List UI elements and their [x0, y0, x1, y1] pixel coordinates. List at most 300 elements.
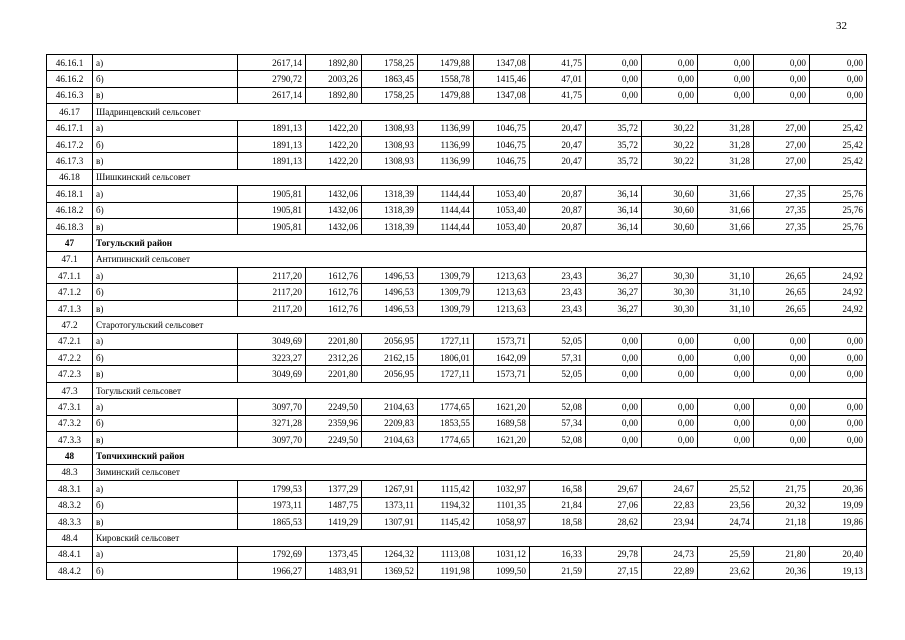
- value-cell: 2104,63: [362, 399, 418, 415]
- value-cell: 1422,20: [306, 120, 362, 136]
- value-cell: 1612,76: [306, 300, 362, 316]
- value-cell: 1347,08: [474, 55, 530, 71]
- value-cell: 1053,40: [474, 218, 530, 234]
- value-cell: 20,32: [754, 497, 810, 513]
- value-cell: 0,00: [810, 415, 867, 431]
- value-cell: 1422,20: [306, 153, 362, 169]
- table-row: [47, 55, 867, 71]
- value-cell: 24,67: [642, 481, 698, 497]
- value-cell: 1308,93: [362, 120, 418, 136]
- value-cell: 0,00: [810, 71, 867, 87]
- row-code: 48: [47, 448, 93, 464]
- row-code: 47.2.2: [47, 350, 93, 366]
- value-cell: 0,00: [754, 366, 810, 382]
- value-cell: 2117,20: [238, 284, 306, 300]
- value-cell: 29,78: [586, 546, 642, 562]
- value-cell: 0,00: [810, 350, 867, 366]
- value-cell: 1046,75: [474, 136, 530, 152]
- value-cell: 0,00: [698, 55, 754, 71]
- value-cell: 1621,20: [474, 399, 530, 415]
- row-code: 46.18: [47, 169, 93, 185]
- value-cell: 23,56: [698, 497, 754, 513]
- value-cell: 0,00: [642, 71, 698, 87]
- value-cell: 1479,88: [418, 55, 474, 71]
- section-title: Зиминский сельсовет: [93, 464, 867, 480]
- row-label: в): [93, 218, 238, 234]
- row-code: 48.4: [47, 530, 93, 546]
- value-cell: 1136,99: [418, 136, 474, 152]
- row-label: б): [93, 136, 238, 152]
- row-label: б): [93, 202, 238, 218]
- value-cell: 1373,11: [362, 497, 418, 513]
- value-cell: 1144,44: [418, 218, 474, 234]
- row-code: 47.3.1: [47, 399, 93, 415]
- row-label: а): [93, 55, 238, 71]
- value-cell: 1309,79: [418, 300, 474, 316]
- value-cell: 3097,70: [238, 399, 306, 415]
- value-cell: 20,36: [810, 481, 867, 497]
- row-label: а): [93, 399, 238, 415]
- row-label: а): [93, 120, 238, 136]
- row-code: 48.3.2: [47, 497, 93, 513]
- value-cell: 1031,12: [474, 546, 530, 562]
- value-cell: 0,00: [586, 55, 642, 71]
- value-cell: 0,00: [642, 366, 698, 382]
- value-cell: 23,43: [530, 268, 586, 284]
- value-cell: 25,42: [810, 153, 867, 169]
- value-cell: 0,00: [754, 55, 810, 71]
- value-cell: 57,31: [530, 350, 586, 366]
- value-cell: 23,43: [530, 300, 586, 316]
- value-cell: 57,34: [530, 415, 586, 431]
- value-cell: 1264,32: [362, 546, 418, 562]
- value-cell: 27,00: [754, 120, 810, 136]
- value-cell: 23,62: [698, 563, 754, 579]
- value-cell: 0,00: [698, 71, 754, 87]
- value-cell: 1213,63: [474, 300, 530, 316]
- value-cell: 1144,44: [418, 202, 474, 218]
- table-row: [47, 300, 867, 316]
- value-cell: 30,30: [642, 268, 698, 284]
- row-label: в): [93, 513, 238, 529]
- value-cell: 0,00: [698, 431, 754, 447]
- row-label: б): [93, 563, 238, 579]
- value-cell: 18,58: [530, 513, 586, 529]
- row-code: 46.17.3: [47, 153, 93, 169]
- table-row: [47, 87, 867, 103]
- value-cell: 20,87: [530, 186, 586, 202]
- value-cell: 1496,53: [362, 268, 418, 284]
- row-code: 46.17.2: [47, 136, 93, 152]
- value-cell: 1136,99: [418, 120, 474, 136]
- table-row: [47, 284, 867, 300]
- value-cell: 35,72: [586, 153, 642, 169]
- value-cell: 1318,39: [362, 186, 418, 202]
- value-cell: 35,72: [586, 120, 642, 136]
- value-cell: 0,00: [754, 71, 810, 87]
- section-row: [47, 169, 867, 185]
- value-cell: 1905,81: [238, 202, 306, 218]
- row-code: 47.3.3: [47, 431, 93, 447]
- value-cell: 27,35: [754, 186, 810, 202]
- value-cell: 0,00: [698, 399, 754, 415]
- row-label: б): [93, 350, 238, 366]
- value-cell: 1905,81: [238, 186, 306, 202]
- row-code: 48.3.3: [47, 513, 93, 529]
- value-cell: 1479,88: [418, 87, 474, 103]
- value-cell: 0,00: [586, 350, 642, 366]
- value-cell: 31,28: [698, 136, 754, 152]
- table-row: [47, 71, 867, 87]
- value-cell: 0,00: [642, 415, 698, 431]
- value-cell: 1136,99: [418, 153, 474, 169]
- row-code: 46.16.2: [47, 71, 93, 87]
- row-code: 47.1: [47, 251, 93, 267]
- value-cell: 25,76: [810, 218, 867, 234]
- value-cell: 2104,63: [362, 431, 418, 447]
- value-cell: 0,00: [754, 87, 810, 103]
- value-cell: 0,00: [810, 431, 867, 447]
- value-cell: 0,00: [698, 350, 754, 366]
- row-code: 46.17: [47, 104, 93, 120]
- value-cell: 0,00: [754, 350, 810, 366]
- row-label: б): [93, 415, 238, 431]
- value-cell: 23,43: [530, 284, 586, 300]
- value-cell: 21,84: [530, 497, 586, 513]
- row-code: 47.1.3: [47, 300, 93, 316]
- value-cell: 2249,50: [306, 399, 362, 415]
- value-cell: 20,87: [530, 218, 586, 234]
- value-cell: 1419,29: [306, 513, 362, 529]
- value-cell: 1432,06: [306, 186, 362, 202]
- value-cell: 30,60: [642, 186, 698, 202]
- value-cell: 31,66: [698, 186, 754, 202]
- value-cell: 0,00: [642, 333, 698, 349]
- table-row: [47, 563, 867, 579]
- table-row: [47, 513, 867, 529]
- value-cell: 0,00: [698, 333, 754, 349]
- value-cell: 0,00: [810, 399, 867, 415]
- value-cell: 30,22: [642, 136, 698, 152]
- value-cell: 1689,58: [474, 415, 530, 431]
- value-cell: 30,60: [642, 218, 698, 234]
- value-cell: 1891,13: [238, 136, 306, 152]
- row-code: 47.2.3: [47, 366, 93, 382]
- value-cell: 1347,08: [474, 87, 530, 103]
- table-row: [47, 268, 867, 284]
- value-cell: 25,59: [698, 546, 754, 562]
- value-cell: 27,35: [754, 218, 810, 234]
- value-cell: 1213,63: [474, 268, 530, 284]
- value-cell: 23,94: [642, 513, 698, 529]
- value-cell: 31,66: [698, 202, 754, 218]
- section-title: Кировский сельсовет: [93, 530, 867, 546]
- value-cell: 25,52: [698, 481, 754, 497]
- value-cell: 24,73: [642, 546, 698, 562]
- row-label: а): [93, 268, 238, 284]
- value-cell: 1905,81: [238, 218, 306, 234]
- value-cell: 30,60: [642, 202, 698, 218]
- value-cell: 2003,26: [306, 71, 362, 87]
- value-cell: 19,86: [810, 513, 867, 529]
- value-cell: 1806,01: [418, 350, 474, 366]
- value-cell: 1194,32: [418, 497, 474, 513]
- value-cell: 1415,46: [474, 71, 530, 87]
- table-row: [47, 431, 867, 447]
- value-cell: 24,92: [810, 284, 867, 300]
- value-cell: 0,00: [642, 350, 698, 366]
- tariff-table: [46, 54, 867, 580]
- row-code: 46.16.1: [47, 55, 93, 71]
- section-row: [47, 448, 867, 464]
- value-cell: 1865,53: [238, 513, 306, 529]
- value-cell: 29,67: [586, 481, 642, 497]
- table-row: [47, 186, 867, 202]
- value-cell: 1483,91: [306, 563, 362, 579]
- row-label: а): [93, 481, 238, 497]
- value-cell: 26,65: [754, 284, 810, 300]
- value-cell: 1144,44: [418, 186, 474, 202]
- value-cell: 19,13: [810, 563, 867, 579]
- value-cell: 1318,39: [362, 202, 418, 218]
- value-cell: 1373,45: [306, 546, 362, 562]
- value-cell: 36,14: [586, 202, 642, 218]
- value-cell: 28,62: [586, 513, 642, 529]
- value-cell: 2056,95: [362, 366, 418, 382]
- value-cell: 20,36: [754, 563, 810, 579]
- table-row: [47, 153, 867, 169]
- row-code: 46.16.3: [47, 87, 93, 103]
- value-cell: 22,89: [642, 563, 698, 579]
- value-cell: 27,15: [586, 563, 642, 579]
- value-cell: 1053,40: [474, 186, 530, 202]
- value-cell: 1318,39: [362, 218, 418, 234]
- value-cell: 36,27: [586, 268, 642, 284]
- value-cell: 0,00: [642, 399, 698, 415]
- value-cell: 0,00: [642, 87, 698, 103]
- row-label: а): [93, 186, 238, 202]
- value-cell: 20,87: [530, 202, 586, 218]
- section-row: [47, 251, 867, 267]
- value-cell: 20,47: [530, 153, 586, 169]
- value-cell: 41,75: [530, 55, 586, 71]
- value-cell: 16,33: [530, 546, 586, 562]
- row-code: 46.18.1: [47, 186, 93, 202]
- value-cell: 3049,69: [238, 333, 306, 349]
- table-row: [47, 399, 867, 415]
- value-cell: 1774,65: [418, 431, 474, 447]
- value-cell: 0,00: [586, 415, 642, 431]
- value-cell: 20,47: [530, 136, 586, 152]
- value-cell: 1113,08: [418, 546, 474, 562]
- value-cell: 1774,65: [418, 399, 474, 415]
- value-cell: 2617,14: [238, 87, 306, 103]
- value-cell: 27,06: [586, 497, 642, 513]
- value-cell: 20,40: [810, 546, 867, 562]
- value-cell: 0,00: [810, 333, 867, 349]
- row-label: а): [93, 546, 238, 562]
- value-cell: 0,00: [754, 399, 810, 415]
- value-cell: 0,00: [698, 366, 754, 382]
- row-code: 47: [47, 235, 93, 251]
- row-code: 48.4.2: [47, 563, 93, 579]
- row-code: 46.17.1: [47, 120, 93, 136]
- row-code: 47.3: [47, 382, 93, 398]
- table-row: [47, 202, 867, 218]
- value-cell: 21,80: [754, 546, 810, 562]
- value-cell: 0,00: [810, 87, 867, 103]
- value-cell: 31,10: [698, 284, 754, 300]
- value-cell: 3223,27: [238, 350, 306, 366]
- value-cell: 1487,75: [306, 497, 362, 513]
- table-row: [47, 497, 867, 513]
- value-cell: 1799,53: [238, 481, 306, 497]
- value-cell: 1309,79: [418, 284, 474, 300]
- row-code: 47.1.1: [47, 268, 93, 284]
- value-cell: 26,65: [754, 268, 810, 284]
- row-code: 47.2.1: [47, 333, 93, 349]
- section-row: [47, 464, 867, 480]
- row-code: 46.18.2: [47, 202, 93, 218]
- section-row: [47, 235, 867, 251]
- value-cell: 1892,80: [306, 55, 362, 71]
- value-cell: 19,09: [810, 497, 867, 513]
- value-cell: 2209,83: [362, 415, 418, 431]
- section-title: Топчихинский район: [93, 448, 867, 464]
- value-cell: 36,27: [586, 284, 642, 300]
- value-cell: 0,00: [586, 87, 642, 103]
- value-cell: 1307,91: [362, 513, 418, 529]
- value-cell: 21,59: [530, 563, 586, 579]
- table-row: [47, 366, 867, 382]
- row-label: в): [93, 87, 238, 103]
- value-cell: 1891,13: [238, 153, 306, 169]
- value-cell: 0,00: [698, 415, 754, 431]
- value-cell: 2201,80: [306, 366, 362, 382]
- row-label: в): [93, 153, 238, 169]
- value-cell: 31,10: [698, 300, 754, 316]
- value-cell: 0,00: [642, 431, 698, 447]
- table-row: [47, 333, 867, 349]
- value-cell: 0,00: [586, 71, 642, 87]
- table-row: [47, 546, 867, 562]
- value-cell: 24,92: [810, 300, 867, 316]
- value-cell: 35,72: [586, 136, 642, 152]
- section-row: [47, 530, 867, 546]
- value-cell: 0,00: [754, 333, 810, 349]
- value-cell: 0,00: [754, 415, 810, 431]
- row-code: 48.4.1: [47, 546, 93, 562]
- value-cell: 1422,20: [306, 136, 362, 152]
- value-cell: 24,74: [698, 513, 754, 529]
- value-cell: 0,00: [586, 431, 642, 447]
- table-body: [47, 55, 867, 580]
- value-cell: 27,35: [754, 202, 810, 218]
- value-cell: 1891,13: [238, 120, 306, 136]
- value-cell: 0,00: [586, 333, 642, 349]
- value-cell: 2117,20: [238, 268, 306, 284]
- value-cell: 0,00: [698, 87, 754, 103]
- section-row: [47, 104, 867, 120]
- section-row: [47, 317, 867, 333]
- value-cell: 31,28: [698, 153, 754, 169]
- value-cell: 3097,70: [238, 431, 306, 447]
- table-row: [47, 481, 867, 497]
- value-cell: 30,22: [642, 120, 698, 136]
- value-cell: 31,10: [698, 268, 754, 284]
- value-cell: 1573,71: [474, 333, 530, 349]
- value-cell: 1369,52: [362, 563, 418, 579]
- section-title: Шадринцевский сельсовет: [93, 104, 867, 120]
- value-cell: 1032,97: [474, 481, 530, 497]
- value-cell: 2617,14: [238, 55, 306, 71]
- value-cell: 30,30: [642, 284, 698, 300]
- value-cell: 31,28: [698, 120, 754, 136]
- value-cell: 1758,25: [362, 87, 418, 103]
- value-cell: 36,14: [586, 186, 642, 202]
- value-cell: 1267,91: [362, 481, 418, 497]
- value-cell: 3049,69: [238, 366, 306, 382]
- row-label: в): [93, 431, 238, 447]
- value-cell: 21,18: [754, 513, 810, 529]
- value-cell: 31,66: [698, 218, 754, 234]
- value-cell: 2312,26: [306, 350, 362, 366]
- value-cell: 2249,50: [306, 431, 362, 447]
- table-row: [47, 218, 867, 234]
- table-row: [47, 350, 867, 366]
- section-title: Тогульский сельсовет: [93, 382, 867, 398]
- value-cell: 1758,25: [362, 55, 418, 71]
- value-cell: 1863,45: [362, 71, 418, 87]
- value-cell: 1432,06: [306, 218, 362, 234]
- value-cell: 1621,20: [474, 431, 530, 447]
- value-cell: 1792,69: [238, 546, 306, 562]
- value-cell: 47,01: [530, 71, 586, 87]
- value-cell: 1612,76: [306, 268, 362, 284]
- value-cell: 1966,27: [238, 563, 306, 579]
- value-cell: 1727,11: [418, 366, 474, 382]
- value-cell: 16,58: [530, 481, 586, 497]
- value-cell: 30,30: [642, 300, 698, 316]
- value-cell: 1496,53: [362, 300, 418, 316]
- value-cell: 0,00: [754, 431, 810, 447]
- row-label: б): [93, 284, 238, 300]
- value-cell: 2162,15: [362, 350, 418, 366]
- section-title: Тогульский район: [93, 235, 867, 251]
- value-cell: 52,08: [530, 399, 586, 415]
- section-title: Шишкинский сельсовет: [93, 169, 867, 185]
- value-cell: 52,05: [530, 333, 586, 349]
- value-cell: 30,22: [642, 153, 698, 169]
- value-cell: 26,65: [754, 300, 810, 316]
- value-cell: 1058,97: [474, 513, 530, 529]
- row-label: а): [93, 333, 238, 349]
- value-cell: 0,00: [586, 366, 642, 382]
- value-cell: 1053,40: [474, 202, 530, 218]
- page-number: 32: [836, 20, 847, 32]
- value-cell: 25,76: [810, 202, 867, 218]
- value-cell: 1101,35: [474, 497, 530, 513]
- value-cell: 2056,95: [362, 333, 418, 349]
- value-cell: 1308,93: [362, 153, 418, 169]
- row-code: 47.2: [47, 317, 93, 333]
- value-cell: 1145,42: [418, 513, 474, 529]
- value-cell: 27,00: [754, 136, 810, 152]
- row-label: в): [93, 300, 238, 316]
- value-cell: 2359,96: [306, 415, 362, 431]
- value-cell: 52,08: [530, 431, 586, 447]
- value-cell: 1432,06: [306, 202, 362, 218]
